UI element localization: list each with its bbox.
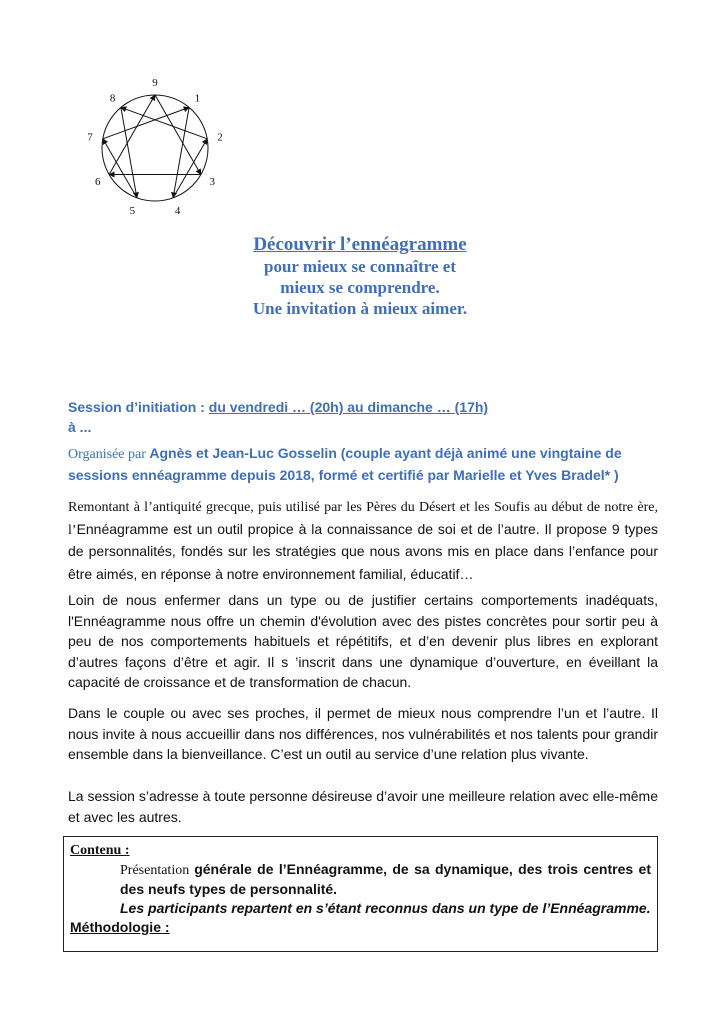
paragraph-intro (68, 498, 658, 586)
paragraph-couple: Dans le couple ou avec ses proches, il permet de mieux nous comprendre l’un et l’autre. Il nous invite à nous accueillir dans nos différences, nos vulnérabilités et nos talents pour grandir ensemble dans la bienveillance. C’est un outil au service d’une relation plus vivante. (68, 705, 658, 762)
enneagram-label-3: 3 (209, 176, 215, 188)
enneagram-label-1: 1 (194, 92, 201, 105)
title-block (200, 233, 520, 319)
enneagram-label-5: 5 (129, 205, 136, 217)
paragraph-audience: La session s’adresse à toute personne désireuse d’avoir une meilleure relation avec elle-même et avec les autres. (68, 788, 658, 825)
title-line-1: pour mieux se connaître et (263, 257, 457, 276)
paragraph-intro-sans: Ennéagramme est un outil propice à la connaissance de soi et de l’autre. Il propose 9 types de personnalités, fondés sur les stratégies que nous avons mis en place dans l’enfance pour être aimés, en réponse à notre environnement familial, éducatif… (68, 520, 658, 582)
title-line-2: mieux se comprendre. (280, 278, 440, 297)
organisation-info (68, 443, 660, 485)
paragraph-evolution: Loin de nous enfermer dans un type ou de justifier certains comportements inadéquats, l'Ennéagramme nous offre un chemin d'évolution avec des pistes concrètes pour sortir peu à peu de nos comportements habituels et répétitifs, et d’en devenir plus libres en explorant d’autres façons d’être et agir. Il s ’inscrit dans une dynamique d’ouverture, en éveillant la capacité de croissance et de transformation de chacun. (68, 592, 658, 690)
session-place: à ... (68, 419, 92, 435)
methodologie-heading: Méthodologie : (70, 919, 170, 935)
enneagram-label-7: 7 (87, 131, 93, 144)
session-info (68, 397, 658, 437)
organisation-text: Agnès et Jean-Luc Gosselin (couple ayant déjà animé une vingtaine de sessions ennéagramme depuis 2018, formé et certifié par Marielle et Yves Bradel* ) (68, 445, 622, 483)
paragraph-intro-serif: Remontant à l’antiquité grecque, puis utilisé par les Pères du Désert et les Soufis au début de notre ère, l’ (68, 500, 658, 538)
enneagram-label-9: 9 (152, 77, 158, 89)
enneagram-label-6: 6 (95, 176, 101, 188)
contenu-heading: Contenu : (70, 843, 130, 858)
title-line-3: Une invitation à mieux aimer. (252, 299, 468, 318)
session-dates: du vendredi … (20h) au dimanche … (17h) (208, 399, 489, 415)
content-box (63, 836, 658, 952)
participants-text: Les participants repartent en s’étant reconnus dans un type de l’Ennéagramme. (120, 900, 651, 916)
enneagram-diagram (82, 74, 228, 220)
presentation-rest: générale de l’Ennéagramme, de sa dynamique, des trois centres et des neufs types de personnalité. (120, 861, 651, 897)
session-label: Session d’initiation : (68, 399, 209, 415)
presentation-text (70, 860, 651, 899)
page-title: Découvrir l’ennéagramme (253, 234, 467, 255)
enneagram-label-2: 2 (217, 131, 223, 144)
enneagram-label-4: 4 (174, 205, 181, 217)
enneagram-circle (102, 95, 208, 201)
enneagram-lines (103, 95, 207, 198)
enneagram-label-8: 8 (109, 92, 116, 105)
organisation-lead: Organisée par (68, 447, 150, 462)
presentation-lead: Présentation (120, 863, 195, 878)
